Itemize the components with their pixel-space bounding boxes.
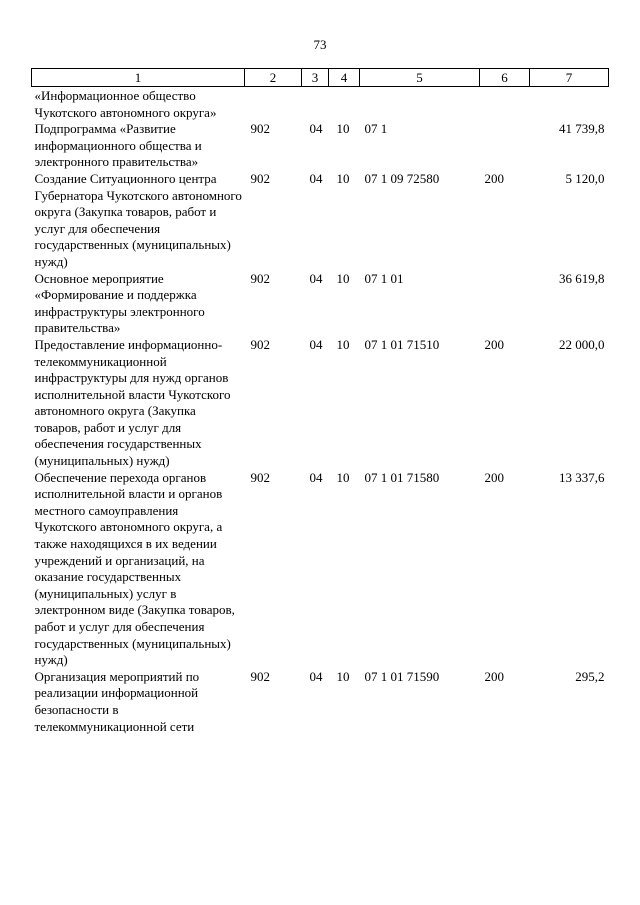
header-col-csr: 5 <box>360 69 480 87</box>
cell-rz: 04 <box>309 668 323 684</box>
cell-name: Предоставление информационно-телекоммуникационной инфраструктуры для нужд органов исполнительной власти Чукотского автономного округа (Закупка товаров, работ и услуг для обеспечения государственных (муниципальных) нужд) <box>34 336 231 469</box>
cell-vr: 200 <box>484 336 504 352</box>
cell-name: Обеспечение перехода органов исполнительной власти и органов местного самоуправления Чукотского автономного округа, а также находящихся в их ведении учреждений и организаций, на оказание государственных (муниципальных) услуг в электронном виде (Закупка товаров, работ и услуг для обеспечения государственных (муниципальных) нужд) <box>34 469 235 668</box>
cell-pr: 10 <box>336 270 350 286</box>
cell-csr: 07 1 01 <box>364 270 404 286</box>
cell-grbs: 902 <box>250 270 270 286</box>
cell-csr: 07 1 01 71580 <box>364 469 440 485</box>
table-body <box>32 87 609 736</box>
cell-name: Основное мероприятие «Формирование и поддержка инфраструктуры электронного правительства» <box>34 270 205 336</box>
cell-grbs: 902 <box>250 121 270 137</box>
header-col-sum: 7 <box>530 69 609 87</box>
cell-rz: 04 <box>309 170 323 186</box>
cell-sum: 36 619,8 <box>559 270 605 286</box>
cell-csr: 07 1 <box>364 121 388 137</box>
cell-csr: 07 1 01 71510 <box>364 336 440 352</box>
cell-rz: 04 <box>309 121 323 137</box>
budget-table <box>31 68 609 735</box>
page-number: 73 <box>313 37 327 52</box>
header-col-grbs: 2 <box>245 69 302 87</box>
cell-rz: 04 <box>309 336 323 352</box>
cell-pr <box>329 87 360 122</box>
cell-name: Подпрограмма «Развитие информационного общества и электронного правительства» <box>34 121 202 170</box>
cell-name: Создание Ситуационного центра Губернатора Чукотского автономного округа (Закупка товаров, работ и услуг для обеспечения государственных (муниципальных) нужд) <box>34 170 242 269</box>
table-row <box>32 337 609 470</box>
cell-sum: 41 739,8 <box>559 121 605 137</box>
table-header <box>32 69 609 87</box>
cell-vr: 200 <box>484 469 504 485</box>
header-col-vr: 6 <box>480 69 530 87</box>
cell-name: Организация мероприятий по реализации информационной безопасности в телекоммуникационной сети <box>34 668 200 734</box>
cell-csr: 07 1 01 71590 <box>364 668 440 684</box>
cell-csr: 07 1 09 72580 <box>364 170 440 186</box>
table-row <box>32 121 609 171</box>
cell-vr <box>480 87 530 122</box>
cell-pr: 10 <box>336 121 350 137</box>
cell-sum: 295,2 <box>575 668 605 684</box>
cell-vr <box>480 121 530 171</box>
cell-rz: 04 <box>309 270 323 286</box>
cell-rz <box>302 87 329 122</box>
table-row <box>32 87 609 122</box>
header-col-rz: 3 <box>302 69 329 87</box>
cell-vr: 200 <box>484 170 504 186</box>
cell-sum <box>530 87 609 122</box>
cell-grbs: 902 <box>250 170 270 186</box>
header-col-name: 1 <box>32 69 245 87</box>
cell-rz: 04 <box>309 469 323 485</box>
cell-name: «Информационное общество Чукотского автономного округа» <box>34 88 217 120</box>
cell-pr: 10 <box>336 170 350 186</box>
cell-grbs: 902 <box>250 336 270 352</box>
header-col-pr: 4 <box>329 69 360 87</box>
cell-sum: 22 000,0 <box>559 336 605 352</box>
table-row <box>32 271 609 337</box>
table-row <box>32 470 609 669</box>
cell-vr <box>480 271 530 337</box>
cell-grbs: 902 <box>250 469 270 485</box>
table-row <box>32 171 609 271</box>
cell-csr <box>360 87 480 122</box>
header-row <box>32 69 609 87</box>
cell-sum: 5 120,0 <box>565 170 605 186</box>
cell-vr: 200 <box>484 668 504 684</box>
cell-sum: 13 337,6 <box>559 469 605 485</box>
cell-pr: 10 <box>336 336 350 352</box>
cell-pr: 10 <box>336 668 350 684</box>
cell-pr: 10 <box>336 469 350 485</box>
cell-grbs <box>245 87 302 122</box>
cell-grbs: 902 <box>250 668 270 684</box>
table-row <box>32 669 609 735</box>
